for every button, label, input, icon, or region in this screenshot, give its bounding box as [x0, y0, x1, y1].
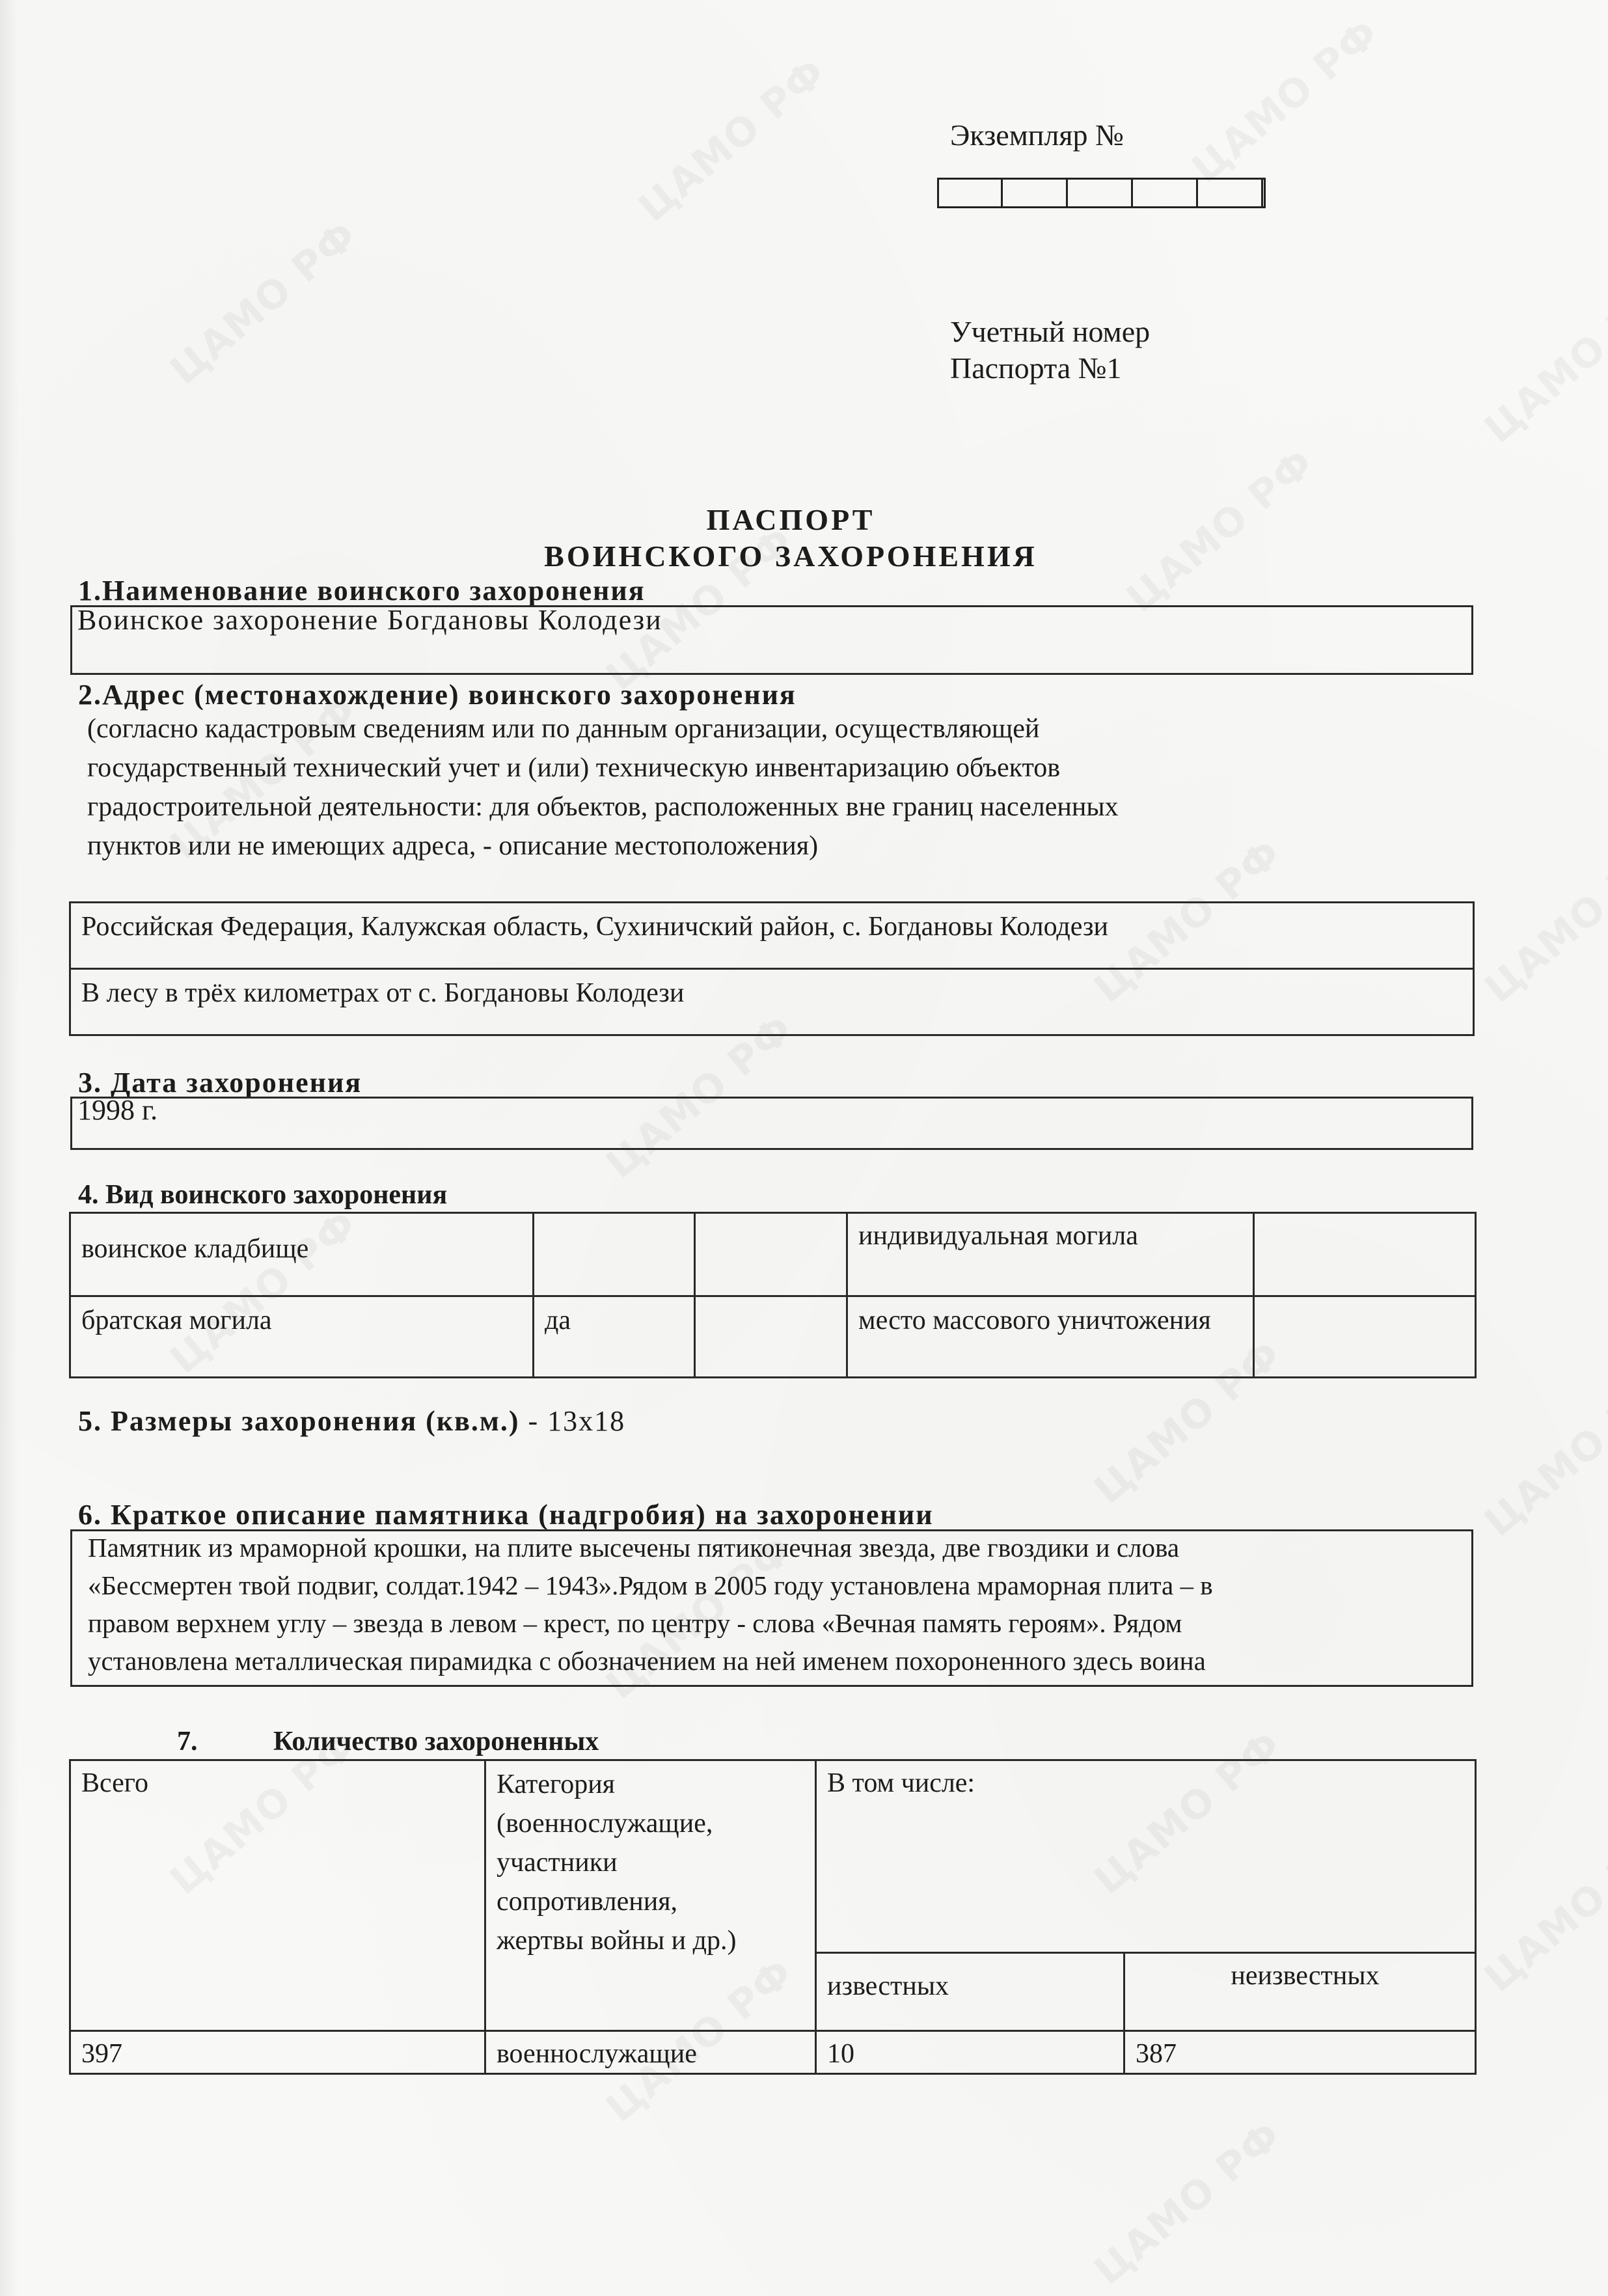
total-count: 397	[70, 2031, 485, 2074]
burial-type-table	[69, 1212, 1477, 1378]
section2-note-line: градостроительной деятельности: для объектов, расположенных вне границ населенных	[87, 792, 1119, 822]
copy-number-grid	[937, 178, 1266, 208]
section2-note	[87, 709, 1119, 866]
type-military-cemetery: воинское кладбище	[70, 1213, 534, 1296]
buried-count-header-row	[70, 1760, 1476, 1953]
buried-count-row	[70, 2031, 1476, 2074]
header-category	[485, 1760, 816, 2031]
type-mass-grave: братская могила	[70, 1296, 534, 1378]
watermark-text	[162, 212, 366, 393]
burial-date: 1998 г.	[77, 1094, 158, 1126]
section3-heading: 3. Дата захоронения	[78, 1067, 362, 1099]
copy-number-cell	[1068, 180, 1133, 206]
section1-heading: 1.Наименование воинского захоронения	[78, 575, 646, 607]
section7-heading: Количество захороненных	[273, 1727, 599, 1756]
known-count: 10	[816, 2031, 1124, 2074]
section2-heading: 2.Адрес (местонахождение) воинского захоронения	[78, 679, 797, 711]
header-category-line: (военнослужащие,	[497, 1809, 713, 1838]
burial-type-extra-cell	[695, 1296, 847, 1378]
section7-number: 7.	[177, 1727, 198, 1756]
section2-note-line: (согласно кадастровым сведениям или по данным организации, осуществляющей	[87, 714, 1040, 744]
header-category-line: Категория	[497, 1770, 615, 1799]
watermark-text	[1477, 1363, 1608, 1545]
monument-description-line: правом верхнем углу – звезда в левом – крест, по центру - слова «Вечная память героям». Рядом	[88, 1608, 1182, 1638]
watermark-text	[1086, 2112, 1290, 2293]
section3-box	[70, 1094, 1473, 1150]
burial-type-row	[70, 1296, 1476, 1378]
copy-number-label: Экземпляр №	[950, 118, 1124, 152]
monument-description-line: «Бессмертен твой подвиг, солдат.1942 – 1943».Рядом в 2005 году установлена мраморная плита – в	[88, 1570, 1213, 1600]
monument-description-line: установлена металлическая пирамидка с обозначением на ней именем похороненного здесь воина	[88, 1646, 1206, 1676]
watermark-text	[1477, 1819, 1608, 2001]
monument-description	[88, 1529, 1213, 1680]
copy-number-cell	[1263, 180, 1264, 206]
monument-description-line: Памятник из мраморной крошки, на плите высечены пятиконечная звезда, две гвоздики и слова	[88, 1533, 1180, 1563]
type-mass-extermination-site: место массового уничтожения	[847, 1296, 1254, 1378]
account-number-label: Учетный номер	[950, 315, 1151, 348]
watermark-text	[631, 49, 835, 230]
section6-box	[70, 1529, 1473, 1687]
header-unknown: неизвестных	[1124, 1953, 1476, 2031]
section2-note-line: государственный технический учет и (или) техническую инвентаризацию объектов	[87, 753, 1061, 783]
category-value: военнослужащие	[485, 2031, 816, 2074]
address-row	[70, 969, 1474, 1035]
copy-number-cell	[939, 180, 1003, 206]
burial-type-row	[70, 1213, 1476, 1296]
burial-type-extra-cell	[695, 1213, 847, 1296]
header-total: Всего	[70, 1760, 485, 2031]
section4-heading: 4. Вид воинского захоронения	[78, 1180, 448, 1210]
header-category-line: участники	[497, 1848, 618, 1878]
watermark-text	[1477, 830, 1608, 1011]
document-title: ПАСПОРТ	[706, 503, 875, 536]
type-individual-grave: индивидуальная могила	[847, 1213, 1254, 1296]
type-mass-grave-value: да	[534, 1296, 695, 1378]
copy-number-cell	[1198, 180, 1263, 206]
copy-number-cell	[1003, 180, 1068, 206]
type-mass-extermination-site-value	[1254, 1296, 1476, 1378]
header-category-line: жертвы войны и др.)	[497, 1926, 737, 1956]
watermark-text	[1477, 270, 1608, 452]
section1-box	[70, 605, 1473, 675]
section5	[78, 1404, 625, 1438]
type-military-cemetery-value	[534, 1213, 695, 1296]
section5-heading: 5. Размеры захоронения (кв.м.)	[78, 1405, 520, 1437]
burial-size-value: - 13x18	[519, 1405, 626, 1437]
burial-name: Воинское захоронение Богдановы Колодези	[77, 604, 662, 636]
watermark-text	[1184, 10, 1388, 191]
unknown-count: 387	[1124, 2031, 1476, 2074]
scan-edge-shadow	[0, 0, 18, 2296]
address-table	[69, 901, 1475, 1036]
copy-number-cell	[1133, 180, 1198, 206]
location-description-cell: В лесу в трёх километрах от с. Богдановы Колодези	[70, 969, 1474, 1035]
header-including: В том числе:	[816, 1760, 1476, 1953]
section2-note-line: пунктов или не имеющих адреса, - описание местоположения)	[87, 831, 819, 861]
address-cell: Российская Федерация, Калужская область, Сухиничский район, с. Богдановы Колодези	[70, 903, 1474, 969]
passport-number: Паспорта №1	[950, 351, 1122, 385]
header-category-line: сопротивления,	[497, 1887, 678, 1917]
header-known: известных	[816, 1953, 1124, 2031]
buried-count-table	[69, 1759, 1477, 2075]
document-subtitle: ВОИНСКОГО ЗАХОРОНЕНИЯ	[544, 540, 1037, 573]
section6-heading: 6. Краткое описание памятника (надгробия) на захоронении	[78, 1499, 934, 1531]
address-row	[70, 903, 1474, 969]
type-individual-grave-value	[1254, 1213, 1476, 1296]
